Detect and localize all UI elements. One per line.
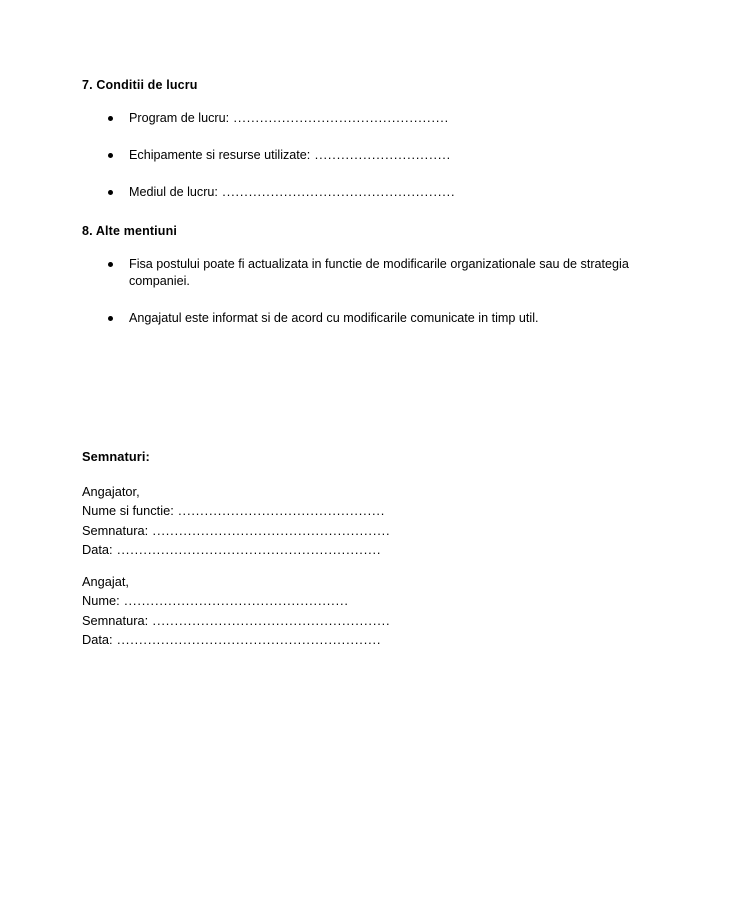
- dot-leader: ...............................: [310, 148, 452, 162]
- list-item: [82, 256, 652, 290]
- list-item: [82, 310, 652, 327]
- signature-role-label: Angajator,: [82, 484, 140, 499]
- bullet-dot-icon: [108, 190, 113, 195]
- signatures-section: [82, 449, 582, 649]
- signature-field-label: Nume:: [82, 593, 120, 609]
- list-item-label: Fisa postului poate fi actualizata in functie de modificarile organizationale sau de strategia companiei.: [129, 257, 629, 288]
- bullet-dot-icon: [108, 262, 113, 267]
- spacer: [82, 93, 652, 110]
- signature-field-label: Semnatura:: [82, 522, 149, 538]
- bullet-dot-icon: [108, 316, 113, 321]
- list-item-label: Mediul de lucru:: [129, 185, 218, 199]
- dot-leader: ...................................................: [119, 593, 349, 609]
- dot-leader: ......................................................: [148, 522, 391, 538]
- dot-leader: .....................................................: [217, 185, 456, 199]
- signatures-heading: Semnaturi:: [82, 449, 150, 464]
- signature-field-label: Nume si functie:: [82, 503, 174, 519]
- bullet-dot-icon: [108, 153, 113, 158]
- section-heading-8: 8. Alte mentiuni: [82, 224, 178, 238]
- bullet-dot-icon: [108, 116, 113, 121]
- list-item-label: Angajatul este informat si de acord cu modificarile comunicate in timp util.: [129, 311, 539, 325]
- signature-group-employer: [82, 482, 582, 559]
- signature-role-label: Angajat,: [82, 574, 129, 590]
- list-item: [82, 147, 652, 164]
- dot-leader: ......................................................: [148, 612, 391, 628]
- document-body: [82, 78, 652, 327]
- section-alte-mentiuni: [82, 224, 652, 327]
- signature-group-employee: [82, 572, 582, 649]
- section-conditii-de-lucru: [82, 78, 652, 201]
- list-item: [82, 184, 652, 201]
- section-heading-7: 7. Conditii de lucru: [82, 78, 198, 92]
- signature-field-row: [82, 630, 582, 649]
- dot-leader: ............................................................: [112, 632, 382, 648]
- list-item-label: Program de lucru:: [129, 111, 230, 125]
- signature-field-row: [82, 540, 582, 559]
- dot-leader: .................................................: [229, 111, 450, 125]
- spacer: [82, 201, 652, 224]
- signature-field-row: [82, 591, 582, 610]
- signature-field-label: Semnatura:: [82, 612, 149, 628]
- dot-leader: ...............................................: [173, 503, 386, 519]
- list-item: [82, 110, 652, 127]
- signature-field-row: [82, 501, 582, 520]
- list-item-label: Echipamente si resurse utilizate:: [129, 148, 311, 162]
- dot-leader: ............................................................: [112, 541, 382, 557]
- bullet-list-section-7: [82, 110, 652, 201]
- signature-field-label: Data:: [82, 632, 113, 648]
- bullet-list-section-8: [82, 256, 652, 327]
- spacer: [82, 239, 652, 256]
- signature-field-row: [82, 521, 582, 540]
- signature-field-row: [82, 611, 582, 630]
- signature-field-label: Data:: [82, 541, 113, 557]
